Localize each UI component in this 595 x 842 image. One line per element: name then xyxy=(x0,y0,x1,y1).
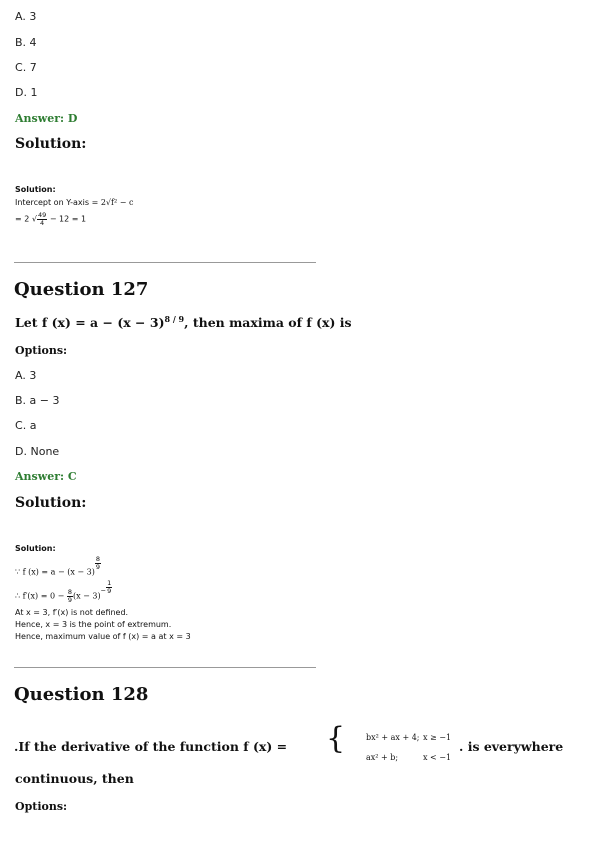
q127-option-b: B. a − 3 xyxy=(15,394,60,407)
question-128-text: .If the derivative of the function f (x) = xyxy=(14,739,288,754)
question-128-title: Question 128 xyxy=(14,684,149,705)
prev-answer: Answer: D xyxy=(15,112,78,125)
prev-solution-line2: = 2 √ $\frac{49}{4}$ − 12 = 1 xyxy=(15,211,87,227)
q127-solution-line4: Hence, x = 3 is the point of extremum. xyxy=(15,620,172,629)
q127-option-d: D. None xyxy=(15,445,60,458)
q127-option-a: A. 3 xyxy=(15,369,37,382)
prev-option-d: D. 1 xyxy=(15,86,38,99)
prev-option-c: C. 7 xyxy=(15,61,37,74)
q127-solution-line1: ∵ f (x) = a − (x − 3) $\frac{8}{9}$ xyxy=(15,555,101,577)
question-128-text-line2: continuous, then xyxy=(15,771,134,786)
question-127-title: Question 127 xyxy=(14,279,149,300)
divider xyxy=(14,262,316,263)
question-128-options-label: Options: xyxy=(15,800,68,813)
q127-option-c: C. a xyxy=(15,419,37,432)
q127-solution-inner-heading: Solution: xyxy=(15,544,56,553)
piece2-expr: ax² + b; xyxy=(366,753,399,762)
q127-solution-line5: Hence, maximum value of f (x) = a at x = 3 xyxy=(15,632,191,641)
question-127-solution-heading: Solution: xyxy=(15,495,87,511)
question-127-answer: Answer: C xyxy=(15,470,77,483)
prev-solution-inner-heading: Solution: xyxy=(15,185,56,194)
question-127-text: Let f $(x) = a - (x - 3)^{8 / 9}$, then maxima of f (x) is xyxy=(15,314,352,331)
q127-solution-line3: At x = 3, f′(x) is not defined. xyxy=(15,608,129,617)
question-128-text-suffix: . is everywhere xyxy=(459,739,564,754)
prev-solution-line1: Intercept on Y-axis = 2√f² − c xyxy=(15,198,134,207)
prev-option-a: A. 3 xyxy=(15,10,37,23)
prev-option-b: B. 4 xyxy=(15,36,37,49)
piece2-cond: x < −1 xyxy=(423,753,452,762)
piece1-expr: bx² + ax + 4; xyxy=(366,733,420,742)
piece1-cond: x ≥ −1 xyxy=(423,733,452,742)
prev-solution-heading: Solution: xyxy=(15,136,87,152)
q127-solution-line2: ∴ f′(x) = 0 − $\frac{8}{9}$ (x − 3)− $\frac{1}{9}$ xyxy=(15,579,112,604)
piecewise-brace: { xyxy=(326,721,346,756)
divider xyxy=(14,667,316,668)
question-127-options-label: Options: xyxy=(15,344,68,357)
